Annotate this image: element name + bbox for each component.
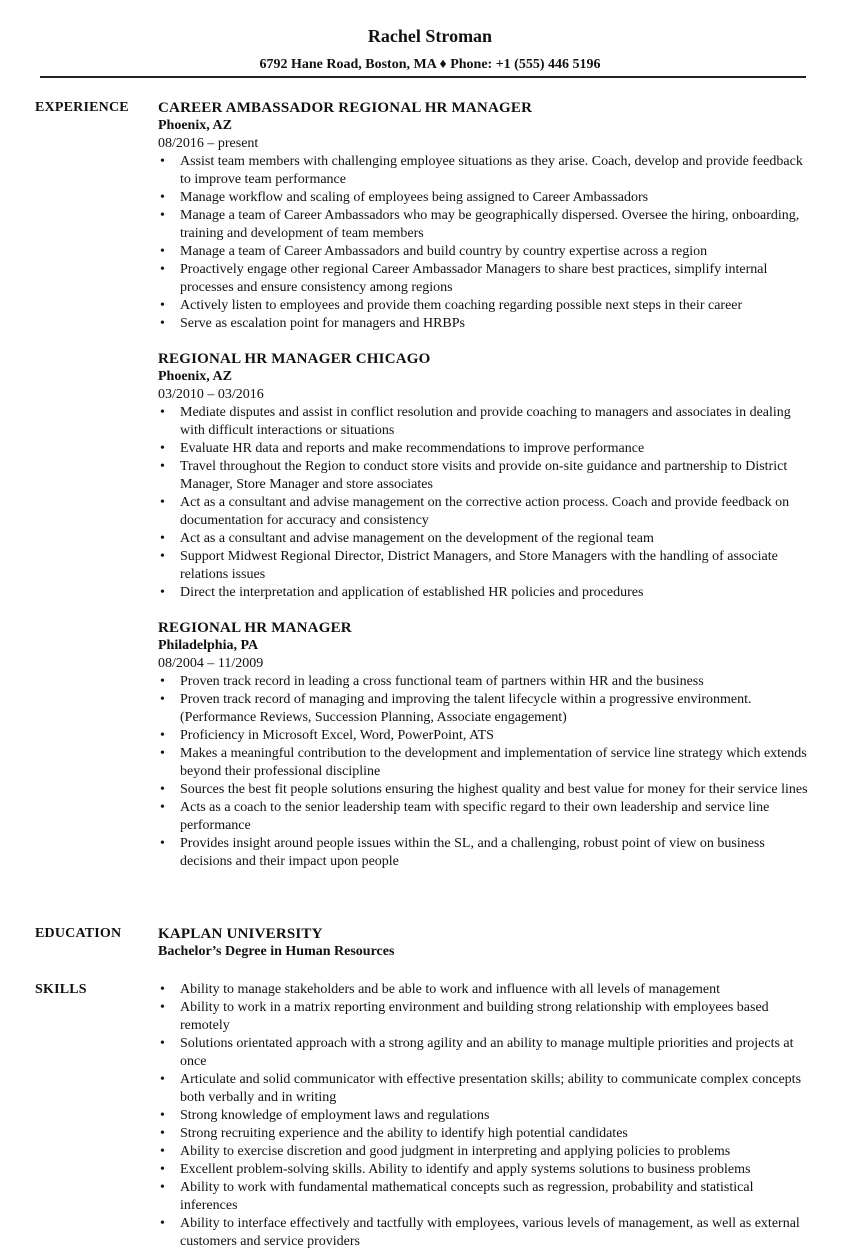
- skill-item: • Solutions orientated approach with a strong agility and an ability to manage multiple priorities and projects at once: [158, 1035, 810, 1071]
- job-bullet: • Manage workflow and scaling of employees being assigned to Career Ambassadors: [158, 189, 810, 207]
- job-dates: 08/2016 – present: [158, 136, 259, 151]
- job-bullets: [158, 404, 810, 602]
- job-bullet: • Travel throughout the Region to conduct store visits and provide on-site guidance and partnership to District Manager, Store Manager and store associates: [158, 458, 810, 494]
- job-bullet: • Makes a meaningful contribution to the development and implementation of service line strategy which extends beyond their professional discipline: [158, 745, 810, 781]
- skill-item: • Ability to manage stakeholders and be able to work and influence with all levels of management: [158, 981, 810, 999]
- job-bullet: • Acts as a coach to the senior leadership team with specific regard to their own leadership and service line performance: [158, 799, 810, 835]
- job-title: REGIONAL HR MANAGER: [158, 620, 352, 636]
- education-section: [35, 925, 815, 961]
- job-bullet: • Direct the interpretation and application of established HR policies and procedures: [158, 584, 810, 602]
- job-bullet: • Manage a team of Career Ambassadors and build country by country expertise across a region: [158, 243, 810, 261]
- job-bullets: [158, 673, 810, 871]
- job-bullet: • Assist team members with challenging employee situations as they arise. Coach, develop and provide feedback to improve team performance: [158, 153, 810, 189]
- experience-section: [35, 99, 815, 888]
- job-bullet: • Evaluate HR data and reports and make recommendations to improve performance: [158, 440, 810, 458]
- job-bullet: • Mediate disputes and assist in conflict resolution and provide coaching to managers and associates in dealing with difficult interactions or situations: [158, 404, 810, 440]
- job-bullet: • Proficiency in Microsoft Excel, Word, PowerPoint, ATS: [158, 727, 810, 745]
- job-entry: [158, 350, 810, 602]
- job-bullet: • Proven track record of managing and improving the talent lifecycle within a progressive environment. (Performance Reviews, Succession Planning, Associate engagement): [158, 691, 810, 727]
- resume-header: [0, 0, 860, 74]
- experience-label: EXPERIENCE: [35, 100, 129, 115]
- job-location: Phoenix, AZ: [158, 369, 232, 384]
- school-name: KAPLAN UNIVERSITY: [158, 926, 323, 942]
- skills-body: [158, 981, 810, 1251]
- job-location: Philadelphia, PA: [158, 638, 259, 653]
- skill-item: • Ability to interface effectively and tactfully with employees, various levels of management, as well as external customers and service providers: [158, 1215, 810, 1251]
- skill-item: • Strong recruiting experience and the ability to identify high potential candidates: [158, 1125, 810, 1143]
- contact-line: 6792 Hane Road, Boston, MA ♦ Phone: +1 (555) 446 5196: [259, 57, 601, 72]
- skills-label: SKILLS: [35, 982, 87, 997]
- job-bullet: • Provides insight around people issues within the SL, and a challenging, robust point of view on business decisions and their impact upon people: [158, 835, 810, 871]
- education-body: [158, 925, 810, 961]
- job-bullet: • Support Midwest Regional Director, District Managers, and Store Managers with the handling of associate relations issues: [158, 548, 810, 584]
- job-bullets: [158, 153, 810, 333]
- skill-item: • Ability to work in a matrix reporting environment and building strong relationship with employees based remotely: [158, 999, 810, 1035]
- skills-list: [158, 981, 810, 1251]
- candidate-name: Rachel Stroman: [367, 26, 493, 46]
- experience-body: [158, 99, 810, 871]
- job-location: Phoenix, AZ: [158, 118, 232, 133]
- skill-item: • Ability to exercise discretion and good judgment in interpreting and applying policies to problems: [158, 1143, 810, 1161]
- job-title: REGIONAL HR MANAGER CHICAGO: [158, 351, 431, 367]
- job-entry: [158, 99, 810, 333]
- header-divider: [40, 76, 806, 78]
- skill-item: • Ability to work with fundamental mathematical concepts such as regression, probability and statistical inferences: [158, 1179, 810, 1215]
- job-dates: 08/2004 – 11/2009: [158, 656, 264, 671]
- degree: Bachelor’s Degree in Human Resources: [158, 944, 395, 959]
- job-title: CAREER AMBASSADOR REGIONAL HR MANAGER: [158, 100, 533, 116]
- job-bullet: • Act as a consultant and advise management on the development of the regional team: [158, 530, 810, 548]
- job-bullet: • Actively listen to employees and provide them coaching regarding possible next steps in their career: [158, 297, 810, 315]
- job-bullet: • Manage a team of Career Ambassadors who may be geographically dispersed. Oversee the hiring, onboarding, training and development of team members: [158, 207, 810, 243]
- skill-item: • Articulate and solid communicator with effective presentation skills; ability to communicate complex concepts both verbally and in writing: [158, 1071, 810, 1107]
- skills-section: [35, 981, 815, 1251]
- job-bullet: • Proactively engage other regional Career Ambassador Managers to share best practices, simplify internal processes and ensure consistency among regions: [158, 261, 810, 297]
- education-label: EDUCATION: [35, 926, 122, 941]
- skill-item: • Excellent problem-solving skills. Ability to identify and apply systems solutions to business problems: [158, 1161, 810, 1179]
- skill-item: • Strong knowledge of employment laws and regulations: [158, 1107, 810, 1125]
- job-bullet: • Sources the best fit people solutions ensuring the highest quality and best value for money for their service lines: [158, 781, 810, 799]
- job-bullet: • Act as a consultant and advise management on the corrective action process. Coach and provide feedback on documentation for accuracy and consistency: [158, 494, 810, 530]
- job-bullet: • Proven track record in leading a cross functional team of partners within HR and the business: [158, 673, 810, 691]
- job-bullet: • Serve as escalation point for managers and HRBPs: [158, 315, 810, 333]
- job-dates: 03/2010 – 03/2016: [158, 387, 264, 402]
- job-entry: [158, 619, 810, 871]
